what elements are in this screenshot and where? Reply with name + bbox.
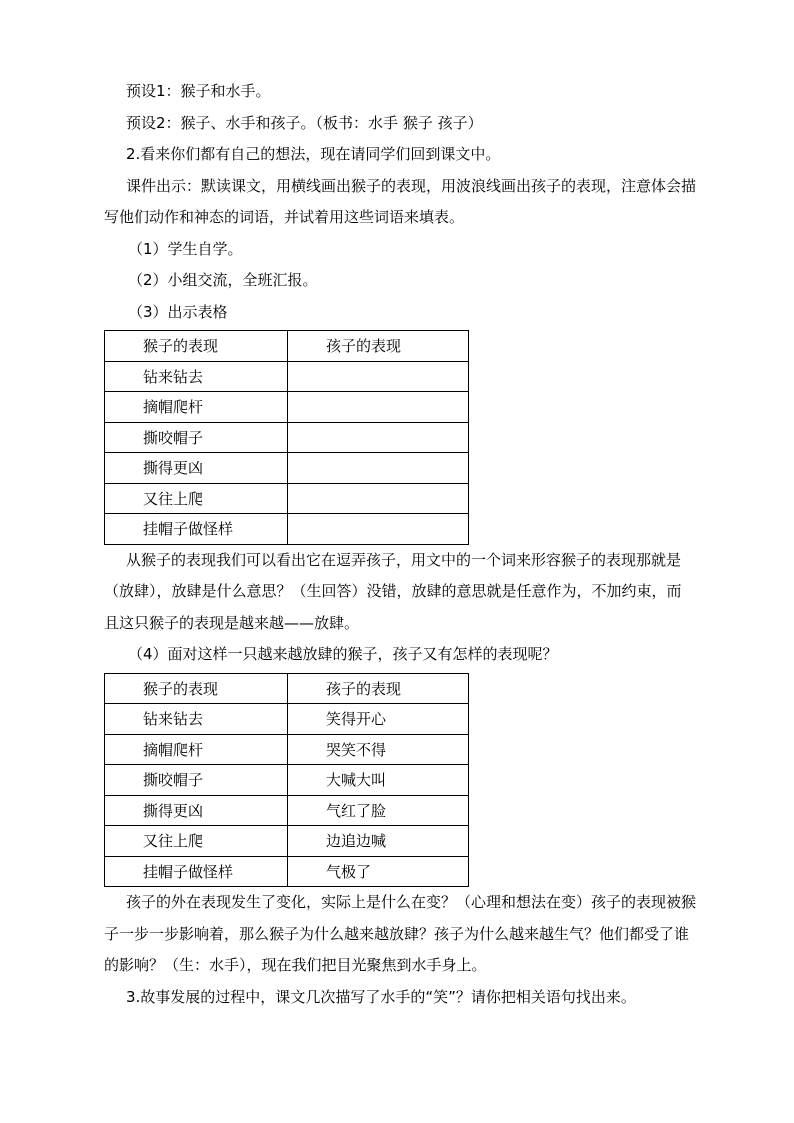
- step-3: 3.故事发展的过程中，课文几次描写了水手的“笑”？请你把相关语句找出来。: [126, 987, 636, 1006]
- table-row: [105, 795, 469, 826]
- monkey-cell: 摘帽爬杆: [105, 392, 288, 423]
- table-row: [105, 514, 469, 545]
- child-cell: 气红了脸: [288, 795, 469, 826]
- monkey-cell: 又往上爬: [105, 483, 288, 514]
- table-row: [105, 826, 469, 857]
- table-row: [105, 856, 469, 887]
- header-child: 孩子的表现: [288, 331, 469, 362]
- child-cell: [288, 514, 469, 545]
- child-cell: [288, 483, 469, 514]
- table-row: [105, 734, 469, 765]
- table-row: [105, 361, 469, 392]
- header-child: 孩子的表现: [288, 673, 469, 704]
- child-cell: [288, 453, 469, 484]
- child-cell: [288, 422, 469, 453]
- sub-item-3: （3）出示表格: [128, 302, 228, 321]
- header-monkey: 猴子的表现: [105, 673, 288, 704]
- behavior-table-filled: [104, 673, 469, 888]
- preset-2: 预设2：猴子、水手和孩子。（板书：水手 猴子 孩子）: [126, 113, 483, 132]
- sub-item-1: （1）学生自学。: [128, 239, 243, 258]
- table-row: [105, 453, 469, 484]
- child-cell: [288, 392, 469, 423]
- monkey-cell: 撕得更凶: [105, 453, 288, 484]
- child-cell: 哭笑不得: [288, 734, 469, 765]
- sub-item-2: （2）小组交流，全班汇报。: [128, 271, 318, 289]
- child-analysis-paragraph: 孩子的外在表现发生了变化，实际上是什么在变？（心理和想法在变）孩子的表现被猴子一步一步影响着，那么猴子为什么越来越放肆？孩子为什么越来越生气？他们都受了谁的影响？（生：水手），现在我们把目光聚焦到水手身上。: [104, 893, 697, 974]
- monkey-cell: 钻来钻去: [105, 361, 288, 392]
- child-cell: 边追边喊: [288, 826, 469, 857]
- monkey-cell: 又往上爬: [105, 826, 288, 857]
- child-cell: [288, 361, 469, 392]
- table-row: [105, 483, 469, 514]
- monkey-cell: 撕咬帽子: [105, 422, 288, 453]
- table-row: [105, 704, 469, 735]
- child-cell: 笑得开心: [288, 704, 469, 735]
- header-monkey: 猴子的表现: [105, 331, 288, 362]
- table-row: [105, 392, 469, 423]
- table-row: [105, 422, 469, 453]
- table-header-row: [105, 331, 469, 362]
- behavior-table-blank: [104, 330, 469, 545]
- step-2: 2.看来你们都有自己的想法，现在请同学们回到课文中。: [126, 145, 501, 163]
- monkey-cell: 摘帽爬杆: [105, 734, 288, 765]
- table-row: [105, 765, 469, 796]
- preset-1: 预设1：猴子和水手。: [126, 82, 271, 100]
- monkey-analysis-paragraph: 从猴子的表现我们可以看出它在逗弄孩子，用文中的一个词来形容猴子的表现那就是（放肆），放肆是什么意思？（生回答）没错，放肆的意思就是任意作为，不加约束，而且这只猴子的表现是越来越——放肆。: [104, 550, 682, 632]
- sub-item-4: （4）面对这样一只越来越放肆的猴子，孩子又有怎样的表现呢？: [128, 645, 558, 663]
- monkey-cell: 挂帽子做怪样: [105, 856, 288, 887]
- table-header-row: [105, 673, 469, 704]
- monkey-cell: 钻来钻去: [105, 704, 288, 735]
- courseware-instruction: 课件出示：默读课文，用横线画出猴子的表现，用波浪线画出孩子的表现，注意体会描写他们动作和神态的词语，并试着用这些词语来填表。: [104, 176, 697, 226]
- monkey-cell: 撕得更凶: [105, 795, 288, 826]
- child-cell: 大喊大叫: [288, 765, 469, 796]
- document-content: [104, 76, 696, 1013]
- monkey-cell: 挂帽子做怪样: [105, 514, 288, 545]
- monkey-cell: 撕咬帽子: [105, 765, 288, 796]
- child-cell: 气极了: [288, 856, 469, 887]
